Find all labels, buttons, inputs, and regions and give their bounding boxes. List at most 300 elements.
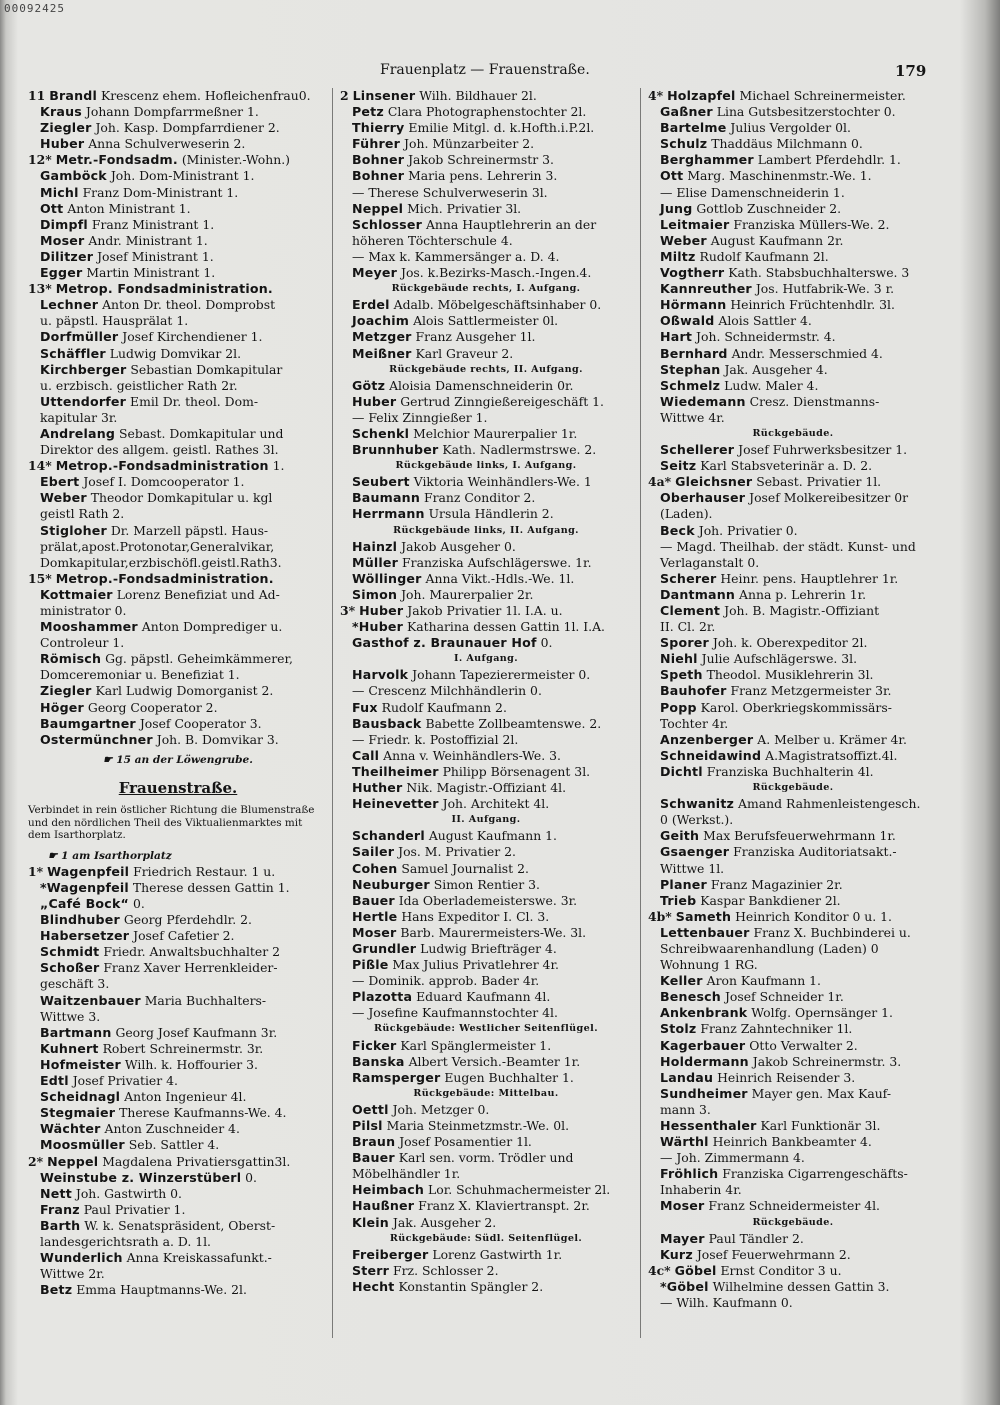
page-number: 179	[895, 62, 927, 80]
directory-entry	[340, 973, 632, 989]
directory-entry	[28, 683, 328, 699]
entry-details: Aron Kaufmann 1.	[706, 973, 821, 989]
directory-entry	[648, 716, 938, 732]
directory-entry	[340, 1182, 632, 1198]
resident-name: *Göbel	[660, 1278, 709, 1294]
entry-details: Jakob Ausgeher 0.	[401, 538, 516, 554]
entry-details: Wilhelmine dessen Gattin 3.	[712, 1278, 890, 1294]
entry-details: Ernst Conditor 3 u.	[720, 1262, 842, 1278]
directory-entry	[340, 619, 632, 635]
entry-details: Emil Dr. theol. Dom-	[130, 393, 258, 409]
directory-entry	[340, 1102, 632, 1118]
directory-entry	[648, 249, 938, 265]
entry-details: Franziska Auditoriatsakt.-	[733, 844, 897, 860]
entry-details: landesgerichtsrath a. D. 1l.	[40, 1233, 211, 1249]
house-number: 2	[340, 88, 349, 103]
directory-entry	[28, 378, 328, 394]
directory-entry	[340, 233, 632, 249]
directory-entry	[28, 442, 328, 458]
entry-details: — Therese Schulverweserin 3l.	[352, 184, 548, 200]
resident-name: Plazotta	[352, 989, 413, 1005]
directory-entry	[340, 877, 632, 893]
entry-details: Franz Magazinier 2r.	[710, 876, 843, 892]
entry-details: Maria Buchhalters-	[144, 992, 267, 1008]
resident-name: Habersetzer	[40, 928, 130, 944]
entries-frauenplatz	[28, 88, 328, 748]
resident-name: Metrop.-Fondsadministration.	[55, 570, 274, 586]
entry-details: Krescenz ehem. Hofleichenfrau0.	[100, 88, 311, 103]
entry-details: Lorenz Gastwirth 1r.	[432, 1246, 563, 1262]
directory-entry	[340, 1166, 632, 1182]
entry-details: Amand Rahmenleistengesch.	[738, 796, 921, 812]
directory-entry	[648, 893, 938, 909]
directory-entry	[28, 1041, 328, 1057]
entry-details: Marg. Maschinenmstr.-We. 1.	[687, 168, 872, 184]
directory-entry	[648, 458, 938, 474]
directory-entry	[28, 1266, 328, 1282]
directory-entry	[340, 426, 632, 442]
entry-details: 0.	[540, 635, 553, 651]
resident-name: Meyer	[352, 265, 398, 281]
section-subheading: Rückgebäude.	[752, 1216, 834, 1228]
directory-entry	[648, 1005, 938, 1021]
entry-details: Philipp Börsenagent 3l.	[442, 763, 591, 779]
resident-name: Pißle	[352, 957, 389, 973]
resident-name: Benesch	[660, 989, 721, 1005]
entry-details: Karl Graveur 2.	[415, 345, 514, 361]
entry-details: Dr. Marzell päpstl. Haus-	[110, 522, 269, 538]
directory-entry	[340, 716, 632, 732]
entry-details: Joh. Gastwirth 0.	[75, 1185, 182, 1201]
entry-details: Therese dessen Gattin 1.	[132, 879, 290, 895]
directory-entry	[28, 313, 328, 329]
directory-entry	[648, 732, 938, 748]
entry-details: Kath. Stabsbuchhalterswe. 3	[728, 265, 910, 281]
directory-entry	[28, 1170, 328, 1186]
resident-name: Wagenpfeil	[47, 863, 130, 879]
directory-entry	[340, 748, 632, 764]
entry-details: Kaspar Bankdiener 2l.	[700, 892, 841, 908]
resident-name: Clement	[660, 603, 721, 618]
directory-entry	[340, 700, 632, 716]
directory-entry	[648, 265, 938, 281]
directory-entry	[28, 329, 328, 345]
resident-name: Schulz	[660, 136, 708, 152]
directory-entry	[340, 796, 632, 812]
directory-entry	[648, 506, 938, 522]
resident-name: Andrelang	[40, 425, 116, 441]
directory-entry	[28, 864, 328, 880]
directory-entry	[648, 394, 938, 410]
directory-entry	[648, 619, 938, 635]
directory-entry	[340, 571, 632, 587]
entry-details: Julie Aufschlägerswe. 3l.	[701, 651, 858, 667]
entry-details: A.Magistratsoffizt.4l.	[765, 747, 898, 763]
resident-name: Banska	[352, 1053, 405, 1069]
entry-details: Katharina dessen Gattin 1l. I.A.	[407, 619, 605, 635]
house-number: 12*	[28, 152, 52, 168]
resident-name: Harvolk	[352, 667, 409, 683]
directory-entry	[28, 603, 328, 619]
resident-name: Ficker	[352, 1037, 397, 1053]
entry-details: Wilh. k. Hoffourier 3.	[124, 1056, 258, 1072]
resident-name: Neuburger	[352, 876, 430, 892]
resident-name: Nett	[40, 1185, 72, 1201]
entry-details: Karl Stabsveterinär a. D. 2.	[700, 458, 873, 474]
directory-entry	[648, 329, 938, 345]
directory-entry	[340, 506, 632, 522]
entry-details: Franz Conditor 2.	[423, 490, 536, 506]
directory-entry	[28, 426, 328, 442]
directory-entry	[340, 780, 632, 796]
resident-name: Wöllinger	[352, 570, 422, 586]
entry-details: Anna Schulverweserin 2.	[88, 136, 246, 152]
directory-entry	[648, 1247, 938, 1263]
entry-details: Wittwe 4r.	[660, 409, 725, 425]
cross-reference-note: ☛ 15 an der Löwengrube.	[103, 753, 253, 766]
resident-name: Miltz	[660, 248, 696, 264]
directory-entry	[648, 812, 938, 828]
directory-entry	[340, 104, 632, 120]
directory-entry	[648, 667, 938, 683]
directory-entry	[340, 1279, 632, 1295]
resident-name: Hessenthaler	[660, 1118, 757, 1133]
entry-details: Domceremoniar u. Benefiziat 1.	[40, 667, 240, 683]
entry-details: Anna Hauptlehrerin an der	[425, 216, 597, 232]
directory-entry	[648, 313, 938, 329]
entry-details: — Joh. Zimmermann 4.	[660, 1150, 805, 1166]
directory-entry	[340, 249, 632, 265]
directory-entry	[340, 1118, 632, 1134]
directory-entry	[28, 1121, 328, 1137]
house-number: 13*	[28, 281, 52, 297]
resident-name: Wiedemann	[660, 393, 746, 409]
entry-details: Nik. Magistr.-Offiziant 4l.	[406, 780, 567, 796]
resident-name: Haußner	[352, 1198, 415, 1214]
directory-entry	[28, 1282, 328, 1298]
directory-entry	[340, 667, 632, 683]
directory-entry	[648, 941, 938, 957]
entry-details: Simon Rentier 3.	[433, 876, 540, 892]
resident-name: Ott	[40, 200, 64, 216]
resident-name: Bartmann	[40, 1024, 112, 1040]
entry-details: Franziska Müllers-We. 2.	[733, 216, 890, 232]
directory-entry	[340, 346, 632, 362]
directory-entry	[648, 603, 938, 619]
directory-entry	[28, 1234, 328, 1250]
entry-details: Aloisia Damenschneiderin 0r.	[389, 377, 574, 393]
entry-details: Ludwig Briefträger 4.	[420, 940, 557, 956]
directory-entry	[648, 635, 938, 651]
entry-details: Anton Zuschneider 4.	[104, 1121, 240, 1137]
directory-entry	[340, 1263, 632, 1279]
street-description: Verbindet in rein östlicher Richtung die Blumenstraße und den nördlichen Theil des Viktualienmarktes mit dem Isarthorplatz.	[28, 803, 315, 842]
directory-entry	[648, 233, 938, 249]
resident-name: Linsener	[352, 88, 416, 103]
resident-name: Stephan	[660, 361, 721, 377]
resident-name: Scherer	[660, 570, 717, 586]
directory-entry	[648, 1198, 938, 1214]
entry-details: Michael Schreinermeister.	[739, 88, 906, 103]
resident-name: Planer	[660, 876, 707, 892]
directory-entry	[648, 185, 938, 201]
entry-details: Josef Privatier 4.	[72, 1073, 178, 1089]
directory-entry	[28, 571, 328, 587]
section-subheading: Rückgebäude: Mittelbau.	[413, 1087, 559, 1099]
resident-name: Cohen	[352, 860, 398, 876]
resident-name: Bauhofer	[660, 683, 727, 699]
resident-name: Sailer	[352, 844, 395, 860]
resident-name: Huther	[352, 780, 403, 796]
entry-details: Josef Kirchendiener 1.	[122, 329, 263, 345]
resident-name: Ziegler	[40, 683, 92, 699]
resident-name: Brunnhuber	[352, 442, 439, 458]
house-number: 14*	[28, 458, 52, 474]
column-left	[28, 88, 328, 1298]
resident-name: Hainzl	[352, 538, 398, 554]
directory-entry	[28, 1137, 328, 1153]
resident-name: Oettl	[352, 1101, 389, 1117]
directory-entry	[340, 587, 632, 603]
directory-entry	[28, 651, 328, 667]
entry-details: Inhaberin 4r.	[660, 1182, 742, 1198]
resident-name: Höger	[40, 699, 84, 715]
directory-entry	[28, 587, 328, 603]
entry-details: Barb. Maurermeisters-We. 3l.	[400, 924, 587, 940]
resident-name: Popp	[660, 699, 697, 715]
resident-name: Lechner	[40, 297, 99, 313]
directory-entry	[340, 394, 632, 410]
directory-entry	[648, 1263, 938, 1279]
entry-details: Anton Domprediger u.	[141, 619, 283, 635]
resident-name: Brandl	[49, 88, 98, 103]
resident-name: Dantmann	[660, 586, 736, 602]
entry-details: Konstantin Spängler 2.	[398, 1278, 544, 1294]
directory-entry	[648, 651, 938, 667]
resident-name: Dorfmüller	[40, 329, 119, 345]
entry-details: höheren Töchterschule 4.	[352, 232, 513, 248]
entry-details: Josef Fuhrwerksbesitzer 1.	[738, 442, 908, 458]
directory-entry	[340, 378, 632, 394]
resident-name: Vogtherr	[660, 265, 725, 281]
house-number: 1*	[28, 863, 44, 879]
entry-details: Anna p. Lehrerin 1r.	[739, 586, 867, 602]
resident-name: Geith	[660, 828, 700, 844]
directory-entry	[648, 152, 938, 168]
entry-details: Wohnung 1 RG.	[660, 957, 758, 973]
directory-entry	[648, 1150, 938, 1166]
entry-details: Therese Kaufmanns-We. 4.	[119, 1105, 287, 1121]
resident-name: Bauer	[352, 1150, 395, 1166]
resident-name: Seitz	[660, 458, 697, 474]
resident-name: Schanderl	[352, 828, 425, 844]
resident-name: Meißner	[352, 345, 412, 361]
directory-entry	[28, 168, 328, 184]
entry-details: kapitular 3r.	[40, 409, 118, 425]
entry-details: Adalb. Möbelgeschäftsinhaber 0.	[393, 297, 602, 313]
entry-details: Wilh. Bildhauer 2l.	[419, 88, 537, 103]
directory-entry	[28, 912, 328, 928]
resident-name: Waitzenbauer	[40, 992, 141, 1008]
directory-entry	[648, 474, 938, 490]
resident-name: Huber	[40, 136, 85, 152]
directory-entry	[28, 185, 328, 201]
directory-entry	[648, 490, 938, 506]
entry-details: Joh. Metzger 0.	[392, 1101, 490, 1117]
resident-name: Grundler	[352, 940, 417, 956]
directory-entry	[28, 1186, 328, 1202]
resident-name: Speth	[660, 667, 703, 683]
entry-details: Anton Ingenieur 4l.	[124, 1089, 247, 1105]
resident-name: Stolz	[660, 1021, 697, 1037]
directory-entry	[648, 1118, 938, 1134]
resident-name: Heimbach	[352, 1182, 425, 1198]
entry-details: W. k. Senatspräsident, Oberst-	[84, 1217, 276, 1233]
directory-entry	[340, 1005, 632, 1021]
directory-entry	[28, 928, 328, 944]
directory-entry	[648, 796, 938, 812]
entry-details: Tochter 4r.	[660, 715, 729, 731]
entry-details: (Minister.-Wohn.)	[181, 152, 291, 168]
resident-name: Metrop. Fondsadministration.	[55, 281, 273, 297]
entry-details: Kath. Nadlermstrswe. 2.	[442, 442, 597, 458]
entry-details: Franz X. Buchbinderei u.	[753, 924, 911, 940]
resident-name: Weber	[660, 232, 707, 248]
directory-entry	[28, 136, 328, 152]
resident-name: Kagerbauer	[660, 1037, 746, 1053]
entry-details: — Elise Damenschneiderin 1.	[660, 184, 845, 200]
directory-entry	[648, 925, 938, 941]
directory-entry	[648, 764, 938, 780]
resident-name: Herrmann	[352, 506, 425, 522]
directory-entry	[28, 152, 328, 168]
entry-details: Andr. Messerschmied 4.	[731, 345, 883, 361]
entry-details: Wolfg. Opernsänger 1.	[751, 1005, 893, 1021]
resident-name: Weinstube z. Winzerstüberl	[40, 1169, 242, 1185]
resident-name: Egger	[40, 265, 83, 281]
street-heading: Frauenstraße.	[118, 778, 238, 797]
entry-details: Franziska Cigarrengeschäfts-	[722, 1166, 908, 1182]
directory-entry	[28, 1250, 328, 1266]
directory-entry	[28, 490, 328, 506]
section-subheading: Rückgebäude links, II. Aufgang.	[393, 524, 579, 536]
entry-details: Otto Verwalter 2.	[749, 1037, 858, 1053]
resident-name: Niehl	[660, 651, 698, 667]
entry-details: Lina Gutsbesitzerstochter 0.	[716, 104, 896, 120]
entry-details: Jos. M. Privatier 2.	[398, 844, 516, 860]
resident-name: Gsaenger	[660, 844, 730, 860]
resident-name: Sundheimer	[660, 1085, 748, 1101]
entry-details: — Wilh. Kaufmann 0.	[660, 1295, 793, 1311]
section-subheading: Rückgebäude rechts, II. Aufgang.	[389, 363, 583, 375]
section-subheading: II. Aufgang.	[451, 814, 521, 826]
entry-details: Albert Versich.-Beamter 1r.	[408, 1053, 581, 1069]
directory-entry	[340, 329, 632, 345]
resident-name: Kurz	[660, 1246, 693, 1262]
resident-name: Michl	[40, 184, 79, 200]
entry-details: Jak. Ausgeher 2.	[392, 1214, 497, 1230]
entry-details: — Magd. Theilhab. der städt. Kunst- und	[660, 538, 916, 554]
resident-name: Gamböck	[40, 168, 107, 184]
directory-entry	[28, 960, 328, 976]
directory-entry	[648, 748, 938, 764]
entry-details: Friedrich Restaur. 1 u.	[133, 863, 276, 879]
resident-name: Hofmeister	[40, 1056, 121, 1072]
resident-name: Müller	[352, 554, 399, 570]
directory-entry	[28, 458, 328, 474]
entry-details: Clara Photographenstochter 2l.	[387, 104, 587, 120]
entries-frauenstrasse	[28, 864, 328, 1299]
entry-details: Heinrich Konditor 0 u. 1.	[735, 908, 892, 924]
resident-name: Führer	[352, 136, 401, 152]
entry-details: Eugen Buchhalter 1.	[444, 1069, 574, 1085]
directory-entry	[648, 88, 938, 104]
entry-details: Wittwe 2r.	[40, 1266, 105, 1282]
entries-right	[648, 88, 938, 1311]
entry-details: Mayer gen. Max Kauf-	[751, 1085, 892, 1101]
resident-name: Göbel	[674, 1262, 717, 1278]
directory-entry	[340, 957, 632, 973]
directory-entry	[648, 104, 938, 120]
resident-name: Beck	[660, 522, 695, 538]
entry-details: Direktor des allgem. geistl. Rathes 3l.	[40, 442, 279, 458]
directory-entry	[648, 587, 938, 603]
resident-name: Dimpfl	[40, 216, 88, 232]
resident-name: Bernhard	[660, 345, 728, 361]
directory-entry	[340, 989, 632, 1005]
entry-details: Karl Spänglermeister 1.	[400, 1037, 552, 1053]
directory-entry	[28, 410, 328, 426]
entry-details: A. Melber u. Krämer 4r.	[757, 731, 907, 747]
entry-details: Ludw. Maler 4.	[724, 377, 819, 393]
entry-details: Jakob Schreinermstr 3.	[408, 152, 554, 168]
directory-entry	[340, 152, 632, 168]
directory-entry	[648, 555, 938, 571]
entry-details: Josef Molkereibesitzer 0r	[749, 490, 909, 506]
resident-name: Gleichsner	[675, 474, 753, 490]
directory-entry	[340, 120, 632, 136]
entry-details: Gg. päpstl. Geheimkämmerer,	[105, 651, 293, 667]
directory-entry	[648, 989, 938, 1005]
entry-details: II. Cl. 2r.	[660, 619, 716, 635]
resident-name: Theilheimer	[352, 763, 439, 779]
resident-name: Metzger	[352, 329, 412, 345]
resident-name: Uttendorfer	[40, 393, 127, 409]
entry-details: Lorenz Benefiziat und Ad-	[116, 586, 280, 602]
directory-entry	[340, 136, 632, 152]
directory-entry	[648, 1182, 938, 1198]
entry-details: Karl Ludwig Domorganist 2.	[95, 683, 274, 699]
entry-details: Anna Kreiskassafunkt.-	[126, 1250, 272, 1266]
entry-details: Schreibwaarenhandlung (Laden) 0	[660, 940, 879, 956]
entry-details: Anna Vikt.-Hdls.-We. 1l.	[425, 570, 575, 586]
directory-entry	[648, 539, 938, 555]
directory-entry	[648, 683, 938, 699]
directory-entry	[340, 201, 632, 217]
entry-details: Max Berufsfeuerwehrmann 1r.	[703, 828, 896, 844]
directory-entry	[340, 490, 632, 506]
entry-details: Domkapitular,erzbischöfl.geistl.Rath3.	[40, 554, 282, 570]
entry-details: Anton Dr. theol. Domprobst	[102, 297, 276, 313]
resident-name: Schlosser	[352, 216, 423, 232]
entry-details: Franz Zahntechniker 1l.	[700, 1021, 853, 1037]
entry-details: Franz Schneidermeister 4l.	[708, 1198, 880, 1214]
entry-details: Josef Feuerwehrmann 2.	[696, 1246, 851, 1262]
entry-details: Georg Pferdehdlr. 2.	[123, 912, 252, 928]
directory-entry	[648, 1231, 938, 1247]
directory-entry	[340, 1134, 632, 1150]
directory-entry	[648, 973, 938, 989]
